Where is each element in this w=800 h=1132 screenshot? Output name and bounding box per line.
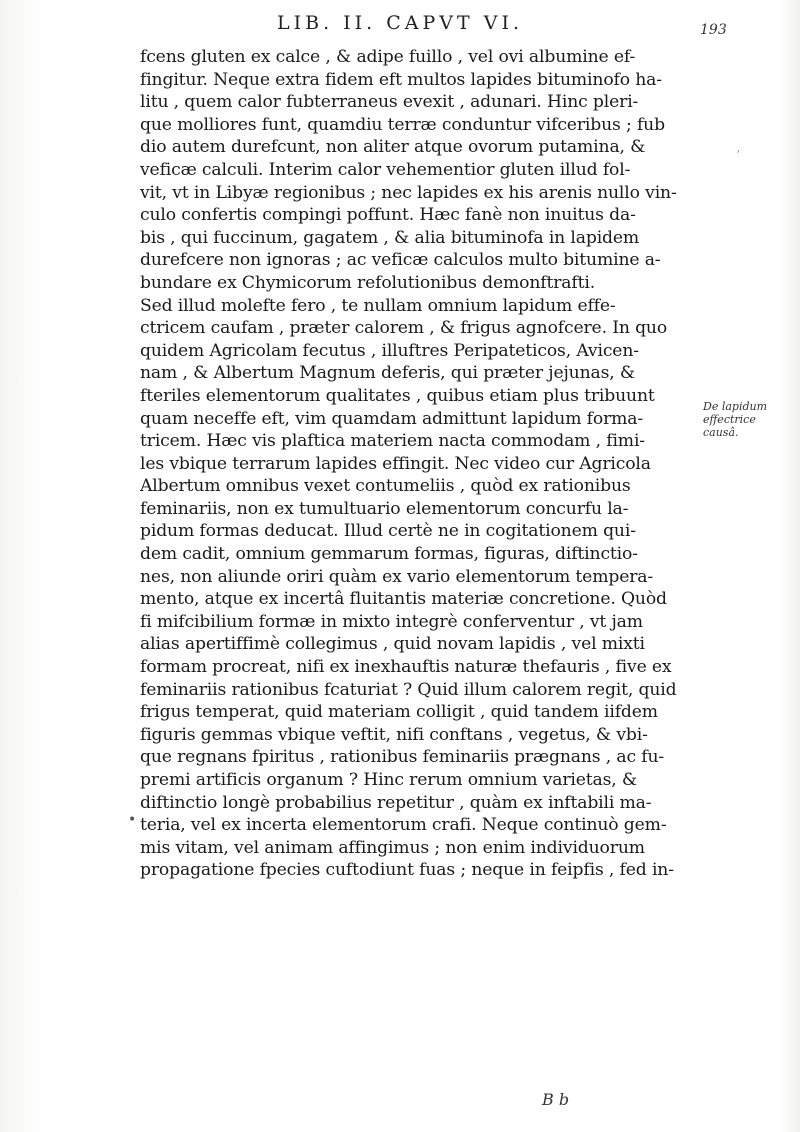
- margin-speck: ʼ: [736, 148, 740, 162]
- text-line: figuris gemmas vbique veftit, nifi conftans , vegetus, & vbi-: [140, 724, 648, 745]
- text-line: mis vitam, vel animam affingimus ; non enim individuorum: [140, 837, 645, 858]
- text-line: fteriles elementorum qualitates , quibus etiam plus tribuunt: [140, 385, 655, 406]
- text-line: tricem. Hæc vis plaftica materiem nacta commodam , fimi-: [140, 431, 645, 452]
- text-line: diftinctio longè probabilius repetitur , quàm ex inftabili ma-: [140, 792, 652, 813]
- text-line: nes, non aliunde oriri quàm ex vario elementorum tempera-: [140, 566, 654, 587]
- text-line: premi artificis organum ? Hinc rerum omnium varietas, &: [140, 770, 638, 790]
- text-line: durefcere non ignoras ; ac veficæ calculos multo bitumine a-: [140, 250, 661, 271]
- text-line: fi mifcibilium formæ in mixto integrè conferventur , vt jam: [140, 611, 643, 632]
- text-line: frigus temperat, quid materiam colligit , quid tandem iifdem: [140, 702, 658, 723]
- text-line: bundare ex Chymicorum refolutionibus demonftrafti.: [140, 272, 596, 293]
- text-line: les vbique terrarum lapides effingit. Nec video cur Agricola: [140, 453, 651, 474]
- margin-note-line: De lapidum: [703, 400, 768, 413]
- text-line: Sed illud molefte fero , te nullam omnium lapidum effe-: [140, 295, 616, 316]
- text-line: dem cadit, omnium gemmarum formas, figuras, diftinctio-: [140, 544, 638, 565]
- text-line: feminariis, non ex tumultuario elementorum concurfu la-: [140, 498, 629, 519]
- text-line: litu , quem calor fubterraneus evexit , adunari. Hinc pleri-: [140, 92, 639, 113]
- text-line: Albertum omnibus vexet contumeliis , quòd ex rationibus: [140, 476, 631, 497]
- text-line: quam neceffe eft, vim quamdam admittunt lapidum forma-: [140, 408, 644, 429]
- text-line: alias apertiffimè collegimus , quid novam lapidis , vel mixti: [140, 634, 645, 655]
- text-line: quidem Agricolam fecutus , illuftres Peripateticos, Avicen-: [140, 340, 639, 361]
- text-line: dio autem durefcunt, non aliter atque ovorum putamina, &: [140, 137, 646, 158]
- text-line: fcens gluten ex calce , & adipe fuillo , vel ovi albumine ef-: [140, 47, 636, 67]
- text-line: mento, atque ex incertâ fluitantis materiæ concretione. Quòd: [140, 589, 667, 610]
- text-line: propagatione fpecies cuftodiunt fuas ; neque in feipfis , fed in-: [140, 860, 674, 881]
- page-number: 193: [700, 22, 727, 38]
- running-head: LIB. II. CAPVT VI.: [277, 12, 523, 34]
- margin-dot: •: [128, 812, 137, 828]
- text-line: formam procreat, nifi ex inexhauftis naturæ thefauris , five ex: [140, 657, 672, 678]
- text-line: culo confertis compingi poffunt. Hæc fanè non inuitus da-: [140, 205, 636, 226]
- text-line: fingitur. Neque extra fidem eft multos lapides bituminofo ha-: [140, 69, 662, 90]
- text-line: nam , & Albertum Magnum deferis, qui præter jejunas, &: [140, 363, 636, 384]
- text-line: veficæ calculi. Interim calor vehementior gluten illud fol-: [140, 159, 631, 180]
- margin-note-line: effectrice: [703, 413, 756, 426]
- text-line: ctricem caufam , præter calorem , & frigus agnofcere. In quo: [140, 318, 668, 339]
- signature-mark: B b: [542, 1090, 570, 1109]
- text-line: que molliores funt, quamdiu terræ conduntur vifceribus ; fub: [140, 114, 665, 135]
- text-line: teria, vel ex incerta elementorum crafi. Neque continuò gem-: [140, 815, 667, 836]
- text-line: feminariis rationibus fcaturiat ? Quid illum calorem regit, quid: [140, 679, 677, 700]
- text-line: bis , qui fuccinum, gagatem , & alia bituminofa in lapidem: [140, 227, 640, 248]
- margin-note: [703, 400, 793, 439]
- body-text: [140, 46, 692, 882]
- margin-note-line: causâ.: [703, 426, 739, 439]
- text-line: pidum formas deducat. Illud certè ne in cogitationem qui-: [140, 521, 636, 542]
- text-line: que regnans fpiritus , rationibus feminariis prægnans , ac fu-: [140, 747, 665, 768]
- text-line: vit, vt in Libyæ regionibus ; nec lapides ex his arenis nullo vin-: [140, 182, 677, 203]
